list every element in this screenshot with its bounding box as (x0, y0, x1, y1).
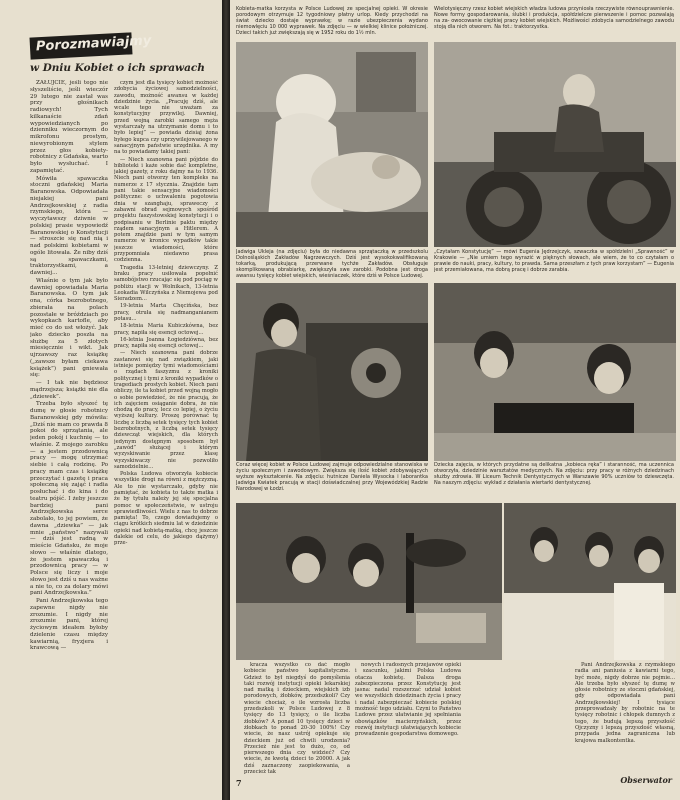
article-text-column-b (114, 80, 218, 778)
paragraph: Trzeba było słyszeć tę dumę w głosie robotnicy Baranowskiej gdy mówiła: „Dziś nie mam co prawda 8 pokoi do sprzątania, ale jeden pokój i kuchnię — to właśnie. Z mojego zarobku — a jestem przodownicą pracy — mogę utrzymać siebie i całą rodzinę. Po pracy mam czas i książkę przeczytać i gazetę i praca społeczną się zająć i radia posłuchać i do kina i do teatru pójść. I żeby jeszcze bardziej pani Andrzejkowska serce zabolało, to jej powiem, że dawna „dziewka” — jak mnie „państwo” nazywali — dziś jest radną w mieście Gdańsku, że moje słowo — właśnie dlatego, że jestem spawaczką i przodownicą pracy — w Polsce się liczy i moje słowo jest dziś u nas ważne a nie to, co za dolary mówi pani Andrzejkowska.” (30, 401, 108, 597)
paragraph: Tragedia 13-letniej dziewczyny. Z braku pracy usiłowała popełnić samobójstwo rzucając się pod pociąg w pobliżu stacji w Wolnikach, 13-letnia Leokadia Wilczyńska z Niemojewa pod Sieradzem... (114, 264, 218, 303)
caption-lathe-operator: Jadwiga Ukleja (na zdjęciu) była do niedawna sprzątaczką w przedszkolu Dolnośląskich Zakładów Nagrzewczych. Dziś jest wysokokwalifikowaną tokarką, produkującą przerwane tychże Zakładów. Obsługuje skomplikowaną obrabiarkę, zwiększyła swe zarobki. Podobna jest droga awansu tysięcy kobiet wiejskich, wieśniaczek, które dziś w Polsce Ludowej. (236, 249, 428, 279)
photo-maternity-clinic (236, 42, 428, 247)
caption-tractor-driver: Wielotysięczny rzesz kobiet wiejskich władza ludowa przyniosła rzeczywiste równouprawnienie. Nowe formy gospodarowania, ślubki i produkcja, spółdzielcze pierwszenie i pomoc pozwalają na za- owocowanie ciężkiej pracy kobiet wiejskich. Możliwości zdobycia samodzielnego zawodu stoją dla nich otworem. Na fot.: traktorzystka. (434, 6, 674, 30)
author-signature: Obserwator (620, 775, 672, 785)
photo-seamstress (434, 283, 676, 461)
paragraph: Pani Andrzejkowska z rzymskiego radia ani paniusia z kawiarni tego, być może, nigdy dobrze nie pojmie... Ale trzeba było słyszeć tę dumę w głosie robotnicy ze stoczni gdańskiej, gdy odpowiadała pani Andrzejkowskiej! I tysiące przeprowadzały by robotnic na te tysięcy robotnic i chłopek dumnych z tego, że budują lepszą przyszłość Ojczyzny i lepszą przyszłość własną, przypada jedna zagraniczna lub krajowa malkontentka. (575, 662, 675, 744)
caption-dental-school: Dziecka zajęcia, w których przydatne są delikatna „kobieca ręka” i staranność, ma uczennica otworzyła, dziedzinie warsztatów medycznych. Na zdjęciu: przy pracy w różnych dziedzinach służby zdrowia. W Liceum Technik Dentystycznych w Warszawie 90% uczniów to dziewczęta. Na naszym zdjęciu: wykład z działania wiertarki dentystycznej. (434, 462, 674, 486)
paragraph: Pani Andrzejkowska tego zapewne nigdy nie zrozumie. I nigdy nie zrozumie pani, której życiowym ideałem byłoby dzielenie czasu między kawiarnią, fryzjera i krawcową — (30, 598, 108, 652)
paragraph: kracza wszystko co dać mogło kobiecie państwo kapitalistyczne. Gdzież to był niegdyś do pomyślenia taki rozwój instytucji opieki lekarskiej nad matką i dzieckiem, wiejskich izb porodowych, żłobków, przedszkoli? Czy wiecie chociaż, o ile wzrosła liczba przedszkoli w Polsce Ludowej z 8 tysięcy do 13 tysięcy, o ile liczba żłobków? A ponad 10 tysięcy dzieci w żłobkach to ponad 20-30 100%! Czy wiecie, że nasz ustrój opiekuje się dzieckiem już od chwili urodzenia? Przecież nie jest to dużo, co, od pierwszego dnia czy widzieć? Czy wiecie, że kwotą dzieci to 20000. A jak dziś zaznaczony zaopiekowania, a przecież tak (244, 662, 350, 776)
paragraph: — Niech szanowna pani dobrze zastanowi się nad związkiem, jaki istnieje pomiędzy tymi wiadomościami o rządach faszyzmu z kroniki politycznej i tymi z kroniki wypadków o tragediach prostych kobiet. Niech pani obliczy, ile ta kobiet przed wojną mogło o sobie powiedzieć, że nie pracują, że ich zajęciem osiąganie dobra, że nie chodzą do pracy, lecz co lepiej, o życiu wyższej kultury. Proszę porównać tę liczbę z liczbą setek tysięcy tych kobiet bezrobotnych, z liczbą setek tysięcy dziewcząt wiejskich, dla których jedynym dostępnym sposobem był „zawód” służącej i którym wyzyskiwanie przez klasę wyzyskiwaczy nie pozwoliło samodzielnie... (114, 350, 218, 470)
paragraph: czym jest dla tysięcy kobiet możność zdobycia życiowej samodzielności, zawodu, możność awansu w każdej dziedzinie życia. „Pracuję dziś, ale wcale tego nie uważam za konstytucyjny przywilej. Dawniej, przed wojną zarobki samego męża wystarczały na utrzymanie domu i to było lepiej” — powiada dzisiaj żona byłego kupca czy uprzywilejowanego w sanacyjnym państwie urzędnika. A my na to powiadamy takiej pani: (114, 80, 218, 156)
banner-title: Porozmawiajmy (35, 33, 152, 55)
article-text-column-a (30, 80, 108, 778)
photo-lathe-operator (236, 283, 428, 461)
paragraph: Właśnie o tym jak było dawniej opowiadała Maria Baranowska. O tym jak ona, córka bezrobotnego, zbierała na polach pozostałe w bróździach po wykopkach kartofle, aby mieć co do ust włożyć. Jak jako dziecko poszła na służbę za 5 złotych miesięcznie i wikt. Jak ujrzawszy raz książkę („zawsze byłam ciekawa książek”) pani gniewała się: (30, 277, 108, 379)
section-banner (29, 32, 152, 59)
paragraph: — I tak nie będziesz mądrzejsza; książki nie dla „dziewek”. (30, 380, 108, 400)
bottom-text-column-3 (575, 662, 675, 774)
caption-laboratory: Coraz więcej kobiet w Polsce Ludowej zajmuje odpowiedzialne stanowiska w życiu społecznym i zawodowym. Zwiększa się ilość kobiet zdobywających wyższe wykształcenie. Na zdjęciu: hutnicze Daniela Wysocka i laborantka Jadwiga Kwiatek pracują w stacji doświadczalnej przy Wojewódzkiej Radzie Narodowej w Łodzi. (236, 462, 428, 492)
photo-tractor-driver (434, 42, 676, 247)
photo-dental-school (504, 503, 676, 660)
paragraph: Polska Ludowa otworzyła kobiecie wszystkie drogi na równi z mężczyzną. Ale to nie wystarczało, gdyby nie pamiętać, że kobieta to także matka i że by tytułu należy jej się specjalna pomoc w społeczeństwie, w ustroju sprawiedliwości. Wielu z nas to dobrze pamięta! To, czego dowiadujemy o ciągu krótkich siedmiu lat w dziedzinie opieki nad kobietą-matką, chcę jeszcze dalekie od celu, do jakiego dążymy) prze- (114, 471, 218, 547)
paragraph: nowych i radosnych przejawów opieki i szacunku, jakimi Polska Ludowa otacza kobietę. Dalsza droga zabezpieczona przez Konstytucję jest jasna: nadal rozszerzać udział kobiet we wszystkich dziedzinach życia i pracy i nadal zabezpieczać kobiecie polskiej możność tego udziału. Czyni to Państwo Ludowe przez ułatwianie jej spełniania obowiązków macierzyńskich, przez rozwój instytucji ułatwiających kobiecie prowadzenie gospodarstwa domowego. (355, 662, 461, 738)
photo-laboratory (236, 503, 502, 660)
paragraph: 16-letnia Joanna Łogiedziówna, bez pracy, napiła się esencji octowej... (114, 336, 218, 350)
paragraph: Mówiła spawaczka stoczni gdańskiej Maria Baranowska. Odpowiadała niejakiej pani Andrzejkowskiej z radia rzymskiego, która — wyczytawszy dziwnie w polskiej prasie wypowiedź Baranowskiej o Konstytucji — stroszcie się nad nią i nad polskimi kobietami w ogóle litowała. Że niby dziś są spawaczkami, traktorzystkami, a dawniej... (30, 175, 108, 276)
caption-seamstress: „Czytałam Konstytucję” — mówi Eugenia Jędrzejczyk, szwaczka w spółdzielni „Sprawność” w Krakowie — „Nie umiem tego wyrazić w pięknych słowach, ale wiem, że to co czytałam o prawie do nauki, pracy, kultury, to prawda. Sama przeszłam z tych praw korzystam” — Eugenia jest przemiałowana, ma dobrą pracę i dobrze zarabia. (434, 249, 674, 273)
page-gutter (222, 0, 230, 800)
bottom-text-column-2 (355, 662, 461, 780)
page-number: 7 (236, 778, 242, 788)
article-subtitle: w Dniu Kobiet o ich sprawach (30, 62, 205, 74)
caption-maternity: Kobieta-matka korzysta w Polsce Ludowej ze specjalnej opieki. W okresie porodowym otrzymuje 12 tygodniowy płatny urlop. Kiedy przychodzi na świat dziecko dostaje wyprawkę; w razie ubezpieczenia wydano niemowlęciu 10 000 wyprawek. Na zdjęciu — w wielkiej klinice położniczej. Dzieci takich już zwiększają się w 1952 roku do 1½ mln. (236, 6, 428, 36)
bottom-text-column-1 (244, 662, 350, 780)
paragraph: 19-letnia Marta Chęcińska, bez pracy, otruła się nadmanganianem potasu... (114, 303, 218, 322)
paragraph: ZAŁUJCIE, jeśli tego nie słyszeliście, jeśli wieczór 29 lutego nie zastał was przy głośnikach radiowych! Tych kilkanaście zdań wypowiedzianych po dzienniku wieczornym do mikrofonu prostym, niewyrobionym stylem przez głos kobiety-robotnicy z Gdańska, warto było wysłuchać. I zapamiętać. (30, 80, 108, 174)
paragraph: — Niech szanowna pani pójdzie do biblioteki i każe sobie dać kompletne, jakiej gazety, z roku dajmy na to 1936. Niech pani otworzy ten kompleks na numerze z 17 stycznia. Znajdzie tam pani takie sensacyjne wiadomości polityczne: o uchwaleniu pogotowia dnia w szanghaju, spraweczy z zabawni obrad sejmowych spośród projektu faszystowskiej konstytucji i o podpisaniu w Berlinie paktu między rządem sanacyjnym a Hitlerem. A potem znajdzie pani w tym samym numerze w kronice wypadków takie jeszcze wiadomości, które przypomniała niedawno prasa codzienna. (114, 156, 218, 264)
paragraph: 18-letnia Maria Kubiczkówna, bez pracy, napiła się esencji octowej... (114, 323, 218, 336)
